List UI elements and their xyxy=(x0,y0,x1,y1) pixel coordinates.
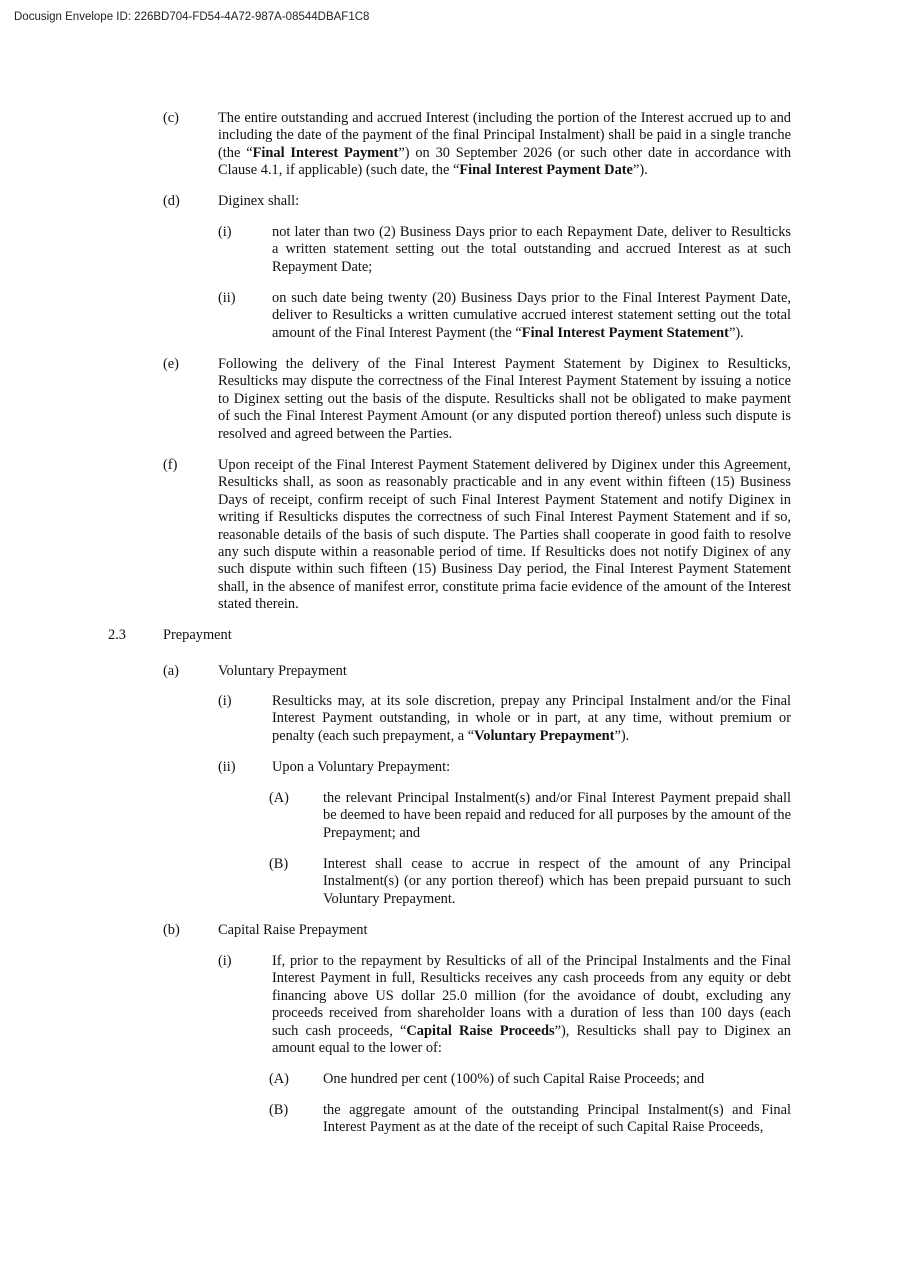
clause-label: (d) xyxy=(163,193,180,209)
clause-title: Voluntary Prepayment xyxy=(218,663,347,679)
section-title: Prepayment xyxy=(163,627,232,643)
clause-text: Interest shall cease to accrue in respect of the amount of any Principal Instalment(s) (or any portion thereof) which has been prepaid pursuant to such Voluntary Prepayment. xyxy=(323,856,791,907)
clause-label: (i) xyxy=(218,224,232,240)
clause-text: The entire outstanding and accrued Interest (including the portion of the Interest accrued up to and including the date of the payment of the final Principal Instalment) shall be paid in a single tranche (the “Final Interest Payment”) on 30 September 2026 (or such other date in accordance with Clause 4.1, if applicable) (such date, the “Final Interest Payment Date”). xyxy=(218,110,792,179)
clause-text: One hundred per cent (100%) of such Capital Raise Proceeds; and xyxy=(323,1071,705,1087)
clause-text: Diginex shall: xyxy=(218,193,300,209)
clause-label: (f) xyxy=(163,457,178,473)
clause-text: Resulticks may, at its sole discretion, prepay any Principal Instalment and/or the Final Interest Payment outstanding, in whole or in part, at any time, without premium or penalty (each such prepayment, a “Voluntary Prepayment”). xyxy=(272,693,791,744)
clause-label: (c) xyxy=(163,110,179,126)
clause-label: (b) xyxy=(163,922,180,938)
clause-text: not later than two (2) Business Days prior to each Repayment Date, deliver to Resulticks a written statement setting out the total outstanding and accrued Interest as at such Repayment Date; xyxy=(272,224,791,275)
clause-text: on such date being twenty (20) Business Days prior to the Final Interest Payment Date, deliver to Resulticks a written cumulative accrued interest statement setting out the total amount of the Final Interest Payment (the “Final Interest Payment Statement”). xyxy=(272,290,791,341)
clause-text: Following the delivery of the Final Interest Payment Statement by Diginex to Resulticks, Resulticks may dispute the correctness of the Final Interest Payment Statement by issuing a notice to Diginex setting out the basis of the dispute. Resulticks shall not be obligated to make payment of such the Final Interest Payment Amount (or any disputed portion thereof) unless such dispute is resolved and agreed between the Parties. xyxy=(218,356,791,442)
clause-text: Upon a Voluntary Prepayment: xyxy=(272,759,451,775)
clause-label: (e) xyxy=(163,356,179,372)
clause-label: (A) xyxy=(269,790,289,806)
clause-label: (B) xyxy=(269,856,289,872)
clause-label: (i) xyxy=(218,953,232,969)
clause-label: (ii) xyxy=(218,290,236,306)
clause-label: (i) xyxy=(218,693,232,709)
clause-text: the aggregate amount of the outstanding Principal Instalment(s) and Final Interest Payment as at the date of the receipt of such Capital Raise Proceeds, xyxy=(323,1102,791,1136)
clause-text: Upon receipt of the Final Interest Payment Statement delivered by Diginex under this Agreement, Resulticks shall, as soon as reasonably practicable and in any event within fifteen (15) Business Days of receipt, confirm receipt of such Final Interest Payment Statement and notify Diginex in writing if Resulticks disputes the correctness of such Final Interest Payment Statement and if so, reasonable details of the basis of such dispute. The Parties shall cooperate in good faith to resolve any such dispute within a reasonable period of time. If Resulticks does not notify Diginex of any such dispute within such fifteen (15) Business Day period, the Final Interest Payment Statement shall, in the absence of manifest error, constitute prima facie evidence of the amount of the Interest stated therein. xyxy=(218,457,791,613)
clause-label: (a) xyxy=(163,663,179,679)
clause-title: Capital Raise Prepayment xyxy=(218,922,368,938)
docusign-envelope-id: Docusign Envelope ID: 226BD704-FD54-4A72-987A-08544DBAF1C8 xyxy=(14,11,370,23)
clause-label: (ii) xyxy=(218,759,236,775)
clause-text: the relevant Principal Instalment(s) and/or Final Interest Payment prepaid shall be deemed to have been repaid and reduced for all purposes by the amount of the Prepayment; and xyxy=(323,790,791,841)
clause-text: If, prior to the repayment by Resulticks of all of the Principal Instalments and the Final Interest Payment in full, Resulticks receives any cash proceeds from any equity or debt financing above US dollar 25.0 million (for the avoidance of doubt, excluding any proceeds received from shareholder loans with a duration of less than 100 days (each such cash proceeds, “Capital Raise Proceeds”), Resulticks shall pay to Diginex an amount equal to the lower of: xyxy=(272,953,791,1057)
clause-label: (A) xyxy=(269,1071,289,1087)
clause-label: (B) xyxy=(269,1102,289,1118)
section-number: 2.3 xyxy=(108,627,126,643)
